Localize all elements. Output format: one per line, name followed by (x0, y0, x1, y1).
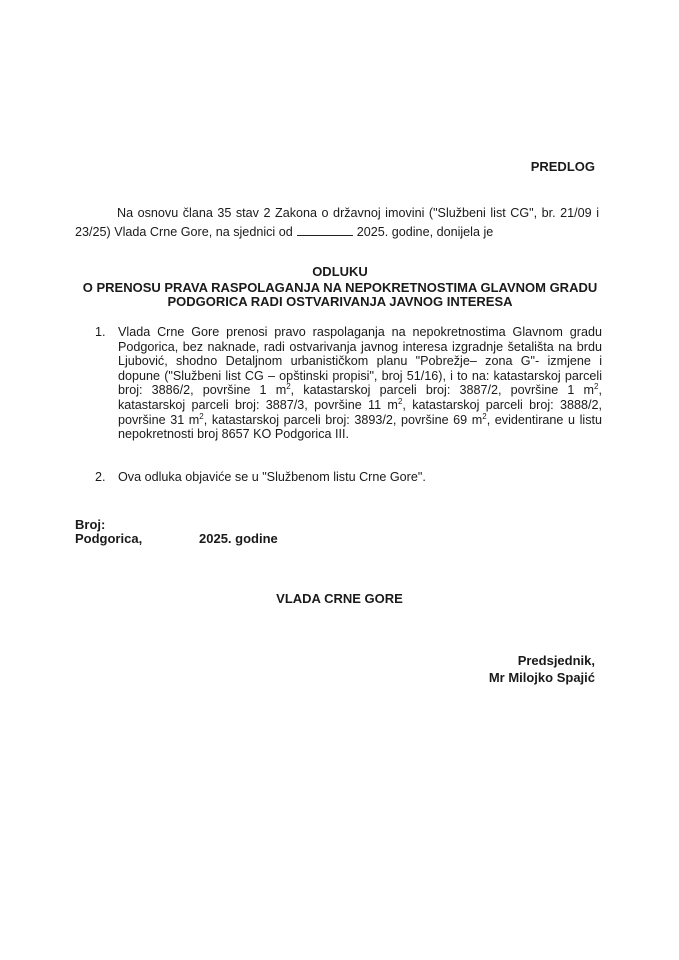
unit-superscript: 2 (397, 396, 403, 406)
article-2-number: 2. (95, 470, 106, 484)
intro-paragraph (75, 204, 599, 242)
signature-block (489, 652, 595, 686)
signatory-role: Predsjednik, (517, 653, 595, 668)
article-1-number: 1. (95, 325, 106, 339)
signatory-name: Mr Milojko Spajić (488, 670, 595, 685)
unit-superscript: 2 (594, 382, 599, 392)
intro-text-part1: Na osnovu člana 35 stav 2 Zakona o državnoj imovini ("Službeni list CG", br. 21/09 i 23/25) Vlada Crne Gore, na sjednici od (75, 206, 599, 239)
intro-text-part2: 2025. godine, donijela je (356, 225, 494, 239)
place-label: Podgorica, (75, 531, 143, 546)
article-2 (96, 470, 602, 485)
article-2-text: Ova odluka objaviće se u "Službenom listu Crne Gore". (118, 470, 426, 484)
decision-title-main: ODLUKU (312, 264, 368, 279)
reference-number-label: Broj: (75, 517, 106, 532)
unit-superscript: 2 (286, 382, 291, 392)
government-name: VLADA CRNE GORE (276, 591, 403, 606)
article-1-text: Vlada Crne Gore prenosi pravo raspolaganja na nepokretnostima Glavnom gradu Podgorica, bez naknade, radi ostvarivanja javnog interesa izgradnje šetališta na brdu Ljubović, shodno Detaljnom urbanističkom planu "Pobrežje– zona G"- izmjene i dopune ("Službeni list CG – opštinski propisi", broj 51/16), i to na: katastarskoj parceli broj: 3886/2, površine 1 $m^2$, katastarskoj parceli broj: 3887/2, površine 1 $m^2$, katastarskoj parceli broj: 3887/3, površine 11 $m^2$, katastarskoj parceli broj: 3888/2, površine 31 $m^2$, katastarskoj parceli broj: 3893/2, površine 69 $m^2$, evidentirane u listu nepokretnosti broj 8657 KO Podgorica III. (118, 325, 603, 442)
decision-title-subject: O PRENOSU PRAVA RASPOLAGANJA NA NEPOKRETNOSTIMA GLAVNOM GRADU PODGORICA RADI OSTVARIVANJA JAVNOG INTERESA (82, 280, 598, 309)
article-1 (96, 325, 602, 442)
date-label: 2025. godine (199, 531, 278, 546)
document-label-predlog: PREDLOG (530, 159, 595, 174)
date-blank-line (297, 224, 353, 236)
decision-title (60, 265, 620, 309)
unit-superscript: 2 (199, 411, 204, 421)
unit-superscript: 2 (482, 411, 487, 421)
